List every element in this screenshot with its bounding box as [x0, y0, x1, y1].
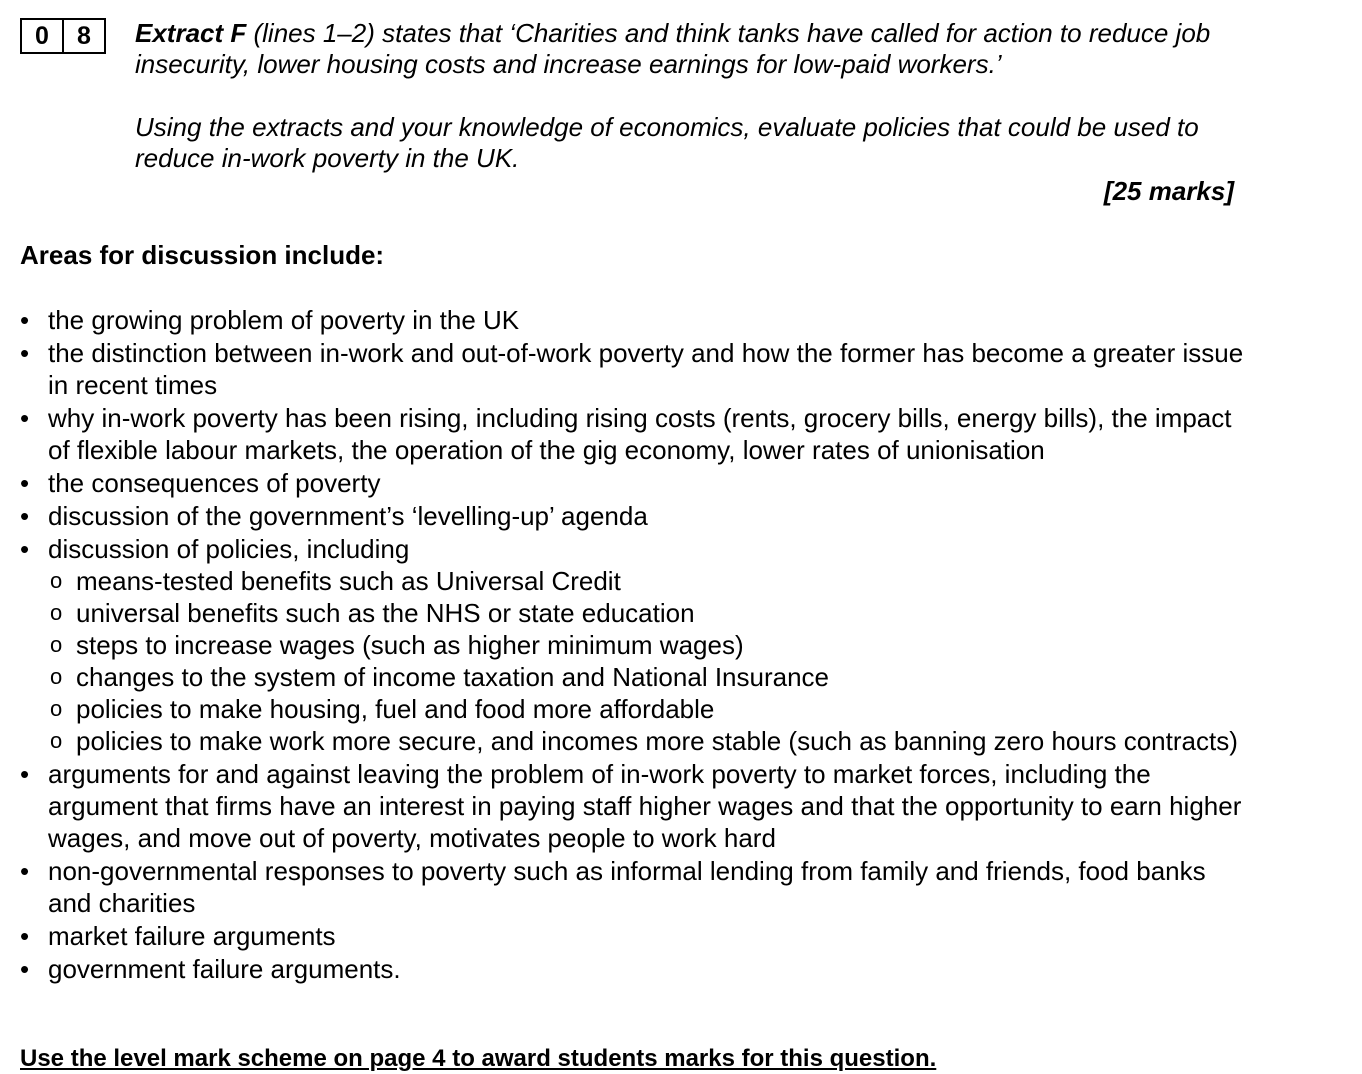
sublist-item: o universal benefits such as the NHS or state education [48, 597, 1250, 629]
mark-scheme-note: Use the level mark scheme on page 4 to award students marks for this question. [20, 1045, 937, 1072]
list-item-policies [20, 533, 1250, 757]
sublist-item: o policies to make housing, fuel and food more affordable [48, 693, 1250, 725]
discussion-list [20, 304, 1250, 986]
list-item: • market failure arguments [20, 920, 1250, 952]
sublist-item: o steps to increase wages (such as higher minimum wages) [48, 629, 1250, 661]
list-item: • government failure arguments. [20, 953, 1250, 985]
list-item: • the consequences of poverty [20, 467, 1250, 499]
list-item: • why in-work poverty has been rising, including rising costs (rents, grocery bills, energy bills), the impact of flexible labour markets, the operation of the gig economy, lower rates of unionisation [20, 402, 1250, 466]
sublist-item: o changes to the system of income taxation and National Insurance [48, 661, 1250, 693]
sublist-item: o means-tested benefits such as Universal Credit [48, 565, 1250, 597]
question-number-digit: 8 [62, 20, 104, 52]
list-item: • the growing problem of poverty in the UK [20, 304, 1250, 336]
list-item: • non-governmental responses to poverty such as informal lending from family and friends, food banks and charities [20, 855, 1250, 919]
question-number-box [20, 18, 106, 54]
question-instruction: Using the extracts and your knowledge of economics, evaluate policies that could be used to reduce in-work poverty in the UK. [135, 112, 1199, 173]
marks-label: [25 marks] [1103, 176, 1234, 206]
question-text [135, 18, 1235, 174]
list-item: • arguments for and against leaving the problem of in-work poverty to market forces, including the argument that firms have an interest in paying staff higher wages and that the opportunity to earn higher wages, and move out of poverty, motivates people to work hard [20, 758, 1250, 854]
question-stem-text: (lines 1–2) states that ‘Charities and think tanks have called for action to reduce job insecurity, lower housing costs and increase earnings for low-paid workers.’ [135, 18, 1211, 79]
list-item: • the distinction between in-work and out-of-work poverty and how the former has become a greater issue in recent times [20, 337, 1250, 401]
extract-reference: Extract F [135, 18, 247, 48]
list-item: • discussion of the government’s ‘levelling-up’ agenda [20, 500, 1250, 532]
question-stem [135, 18, 1235, 80]
discussion-heading: Areas for discussion include: [20, 240, 385, 270]
policies-sublist [48, 565, 1250, 757]
list-item-label: discussion of policies, including [48, 534, 410, 564]
question-number-digit: 0 [35, 22, 49, 50]
sublist-item: o policies to make work more secure, and incomes more stable (such as banning zero hours contracts) [48, 725, 1250, 757]
